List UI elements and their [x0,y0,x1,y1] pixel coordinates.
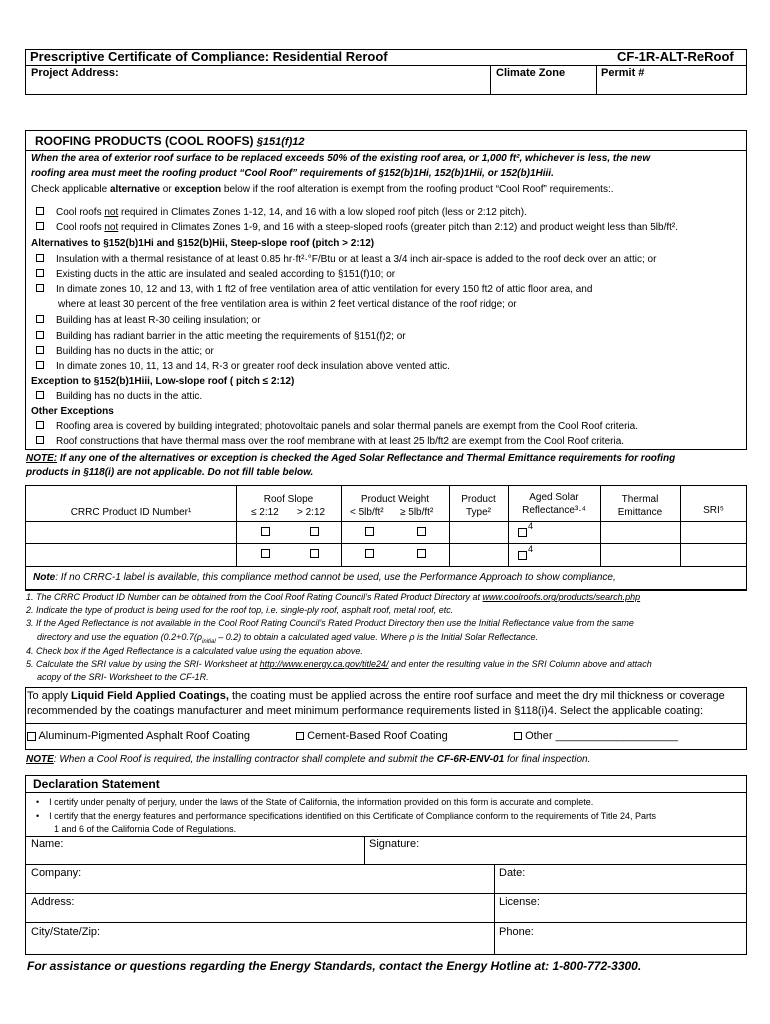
weight-heavy-checkbox[interactable] [417,549,426,558]
company-field[interactable]: Company: [31,867,82,879]
slope-low-checkbox[interactable] [261,527,270,536]
checkbox[interactable] [36,346,44,354]
check-instruction: Check applicable alternative or exception below if the roof alteration is exempt from the roofing product “Cool Roof” requirements:. [31,184,614,195]
climate-zone-label: Climate Zone [496,67,566,79]
reflectance-header: Reflectance³·⁴ [522,505,586,516]
checkbox[interactable] [36,315,44,323]
coating-option-cement: Cement-Based Roof Coating [296,730,448,742]
exception-heading: Exception to §152(b)1Hiii, Low-slope roof ( pitch ≤ 2:12) [31,376,295,387]
alternative-item: Building has at least R-30 ceiling insulation; or [36,315,261,326]
slope-low-checkbox[interactable] [261,549,270,558]
type-header: Type² [465,507,491,518]
footnote-5b: acopy of the SRI- Worksheet to the CF-1R. [37,672,209,682]
not-required-steep-slope: Cool roofs not required in Climates Zones 1-9, and 16 with a steep-sloped roofs (greater pitch than 2:12) and product weight less than 5lb/ft². [36,222,678,233]
coating-option-other: Other ____________________ [514,730,678,742]
other-exceptions-heading: Other Exceptions [31,406,114,417]
signature-field[interactable]: Signature: [369,838,420,850]
energy-hotline-footer: For assistance or questions regarding the Energy Standards, contact the Energy Hotline at: 1-800-772-3300. [27,959,642,973]
emittance-header: Emittance [617,507,663,518]
roof-slope-header: Roof Slope [263,494,314,505]
weight-heavy-header: ≥ 5lb/ft² [400,507,434,518]
weight-light-checkbox[interactable] [365,527,374,536]
footnote-5a: 5. Calculate the SRI value by using the SRI- Worksheet at http://www.energy.ca.gov/title24/ and enter the resulting value in the SRI Column above and attach [26,659,652,669]
roofing-section-title: ROOFING PRODUCTS (COOL ROOFS) §151(f)12 [35,134,305,148]
thermal-header: Thermal [621,494,659,505]
checkbox[interactable] [36,284,44,292]
footnote-3b: directory and use the equation ($0.2+0.7(\rho_{initial} - 0.2)$ to obtain a calculated aged value. Where ρ is the Initial Solar Reflectance. [37,632,539,645]
license-field[interactable]: License: [499,896,540,908]
slope-steep-checkbox[interactable] [310,549,319,558]
alternative-item: Existing ducts in the attic are insulated and sealed according to §151(f)10; or [36,269,395,280]
declaration-bullet: • I certify that the energy features and performance specifications identified on this Certificate of Compliance conform to the requirements of Title 24, Parts [36,811,656,821]
footnote-2: 2. Indicate the type of product is being used for the roof top, i.e. single-ply roof, asphalt roof, metal roof, etc. [26,605,454,615]
alternative-item: Insulation with a thermal resistance of at least 0.85 hr·ft²·°F/Btu or at least a 3/4 inch air-space is added to the roof deck over an attic; or [36,254,656,265]
declaration-bullet-continuation: 1 and 6 of the California Code of Regulations. [54,824,237,834]
exception-item: Building has no ducts in the attic. [36,391,202,402]
checkbox[interactable] [36,222,44,230]
declaration-bullet: • I certify under penalty of perjury, under the laws of the State of California, the information provided on this form is accurate and complete. [36,797,594,807]
sri-header: SRI⁵ [703,505,724,516]
phone-field[interactable]: Phone: [499,926,534,938]
form-code: CF-1R-ALT-ReRoof [617,49,734,64]
checkbox[interactable] [36,207,44,215]
permit-label: Permit # [601,67,645,79]
calculated-reflectance-checkbox[interactable] [518,551,527,560]
project-address-label: Project Address: [31,67,119,79]
roofing-note-line1: NOTE: If any one of the alternatives or exception is checked the Aged Solar Reflectance and Thermal Emittance requirements for roofing [26,453,676,464]
coolroofs-link[interactable]: www.coolroofs.org/products/search.php [482,592,641,602]
coatings-note: NOTE: When a Cool Roof is required, the installing contractor shall complete and submit the CF-6R-ENV-01 for final inspection. [26,754,591,765]
crrc-header: CRRC Product ID Number¹ [70,507,192,518]
coating-option-aluminum: Aluminum-Pigmented Asphalt Roof Coating [27,730,250,742]
product-header: Product [461,494,496,505]
slope-low-header: ≤ 2:12 [251,507,279,518]
sri-worksheet-link[interactable]: http://www.energy.ca.gov/title24/ [259,659,389,669]
checkbox[interactable] [27,732,36,741]
calculated-reflectance-checkbox[interactable] [518,528,527,537]
checkbox[interactable] [36,331,44,339]
address-field[interactable]: Address: [31,896,75,908]
checkbox[interactable] [36,254,44,262]
footnote-1: 1. The CRRC Product ID Number can be obtained from the Cool Roof Rating Council’s Rated Product Directory at www.coolroofs.org/products/search.php [26,592,641,602]
footnote-3a: 3. If the Aged Reflectance is not available in the Cool Roof Rating Council’s Rated Product Directory then use the Initial Reflectance value from the same [26,618,634,628]
roofing-intro-line1: When the area of exterior roof surface to be replaced exceeds 50% of the existing roof area, or 1,000 ft², whichever is less, the new [31,153,651,164]
checkbox[interactable] [36,269,44,277]
checkbox[interactable] [36,361,44,369]
city-state-zip-field[interactable]: City/State/Zip: [31,926,101,938]
declaration-title: Declaration Statement [33,777,160,791]
other-exception-item: Roofing area is covered by building integrated; photovoltaic panels and solar thermal panels are exempt from the Cool Roof criteria. [36,421,638,432]
footnote-ref: 4 [528,544,534,554]
alternative-item: In dimate zones 10, 11, 13 and 14, R-3 or greater roof deck insulation above vented attic. [36,361,450,372]
footnote-4: 4. Check box if the Aged Reflectance is a calculated value using the equation above. [26,646,363,656]
table-note: Note: If no CRRC-1 label is available, this compliance method cannot be used, use the Performance Approach to show compliance, [33,572,616,583]
weight-light-header: < 5lb/ft² [350,507,384,518]
other-exception-item: Roof constructions that have thermal mass over the roof membrane with at least 25 lb/ft2 are exempt from the Cool Roof criteria. [36,436,624,447]
checkbox[interactable] [514,732,522,740]
slope-steep-checkbox[interactable] [310,527,319,536]
weight-light-checkbox[interactable] [365,549,374,558]
product-weight-header: Product Weight [360,494,430,505]
alternative-item: Building has radiant barrier in the attic meeting the requirements of §151(f)2; or [36,331,406,342]
checkbox[interactable] [36,421,44,429]
weight-heavy-checkbox[interactable] [417,527,426,536]
not-required-low-slope: Cool roofs not required in Climates Zones 1-12, 14, and 16 with a low sloped roof pitch (less or 2:12 pitch). [36,207,527,218]
alternative-item: In dimate zones 10, 12 and 13, with 1 ft2 of free ventilation area of attic ventilation for every 150 ft2 of attic floor area, and [36,284,592,295]
alternative-continuation: where at least 30 percent of the free ventilation area is within 2 feet vertical distance of the roof ridge; or [58,299,517,310]
date-field[interactable]: Date: [499,867,526,879]
footnote-ref: 4 [528,521,534,531]
checkbox[interactable] [36,436,44,444]
alternative-item: Building has no ducts in the attic; or [36,346,214,357]
aged-solar-header: Aged Solar [529,492,579,503]
name-field[interactable]: Name: [31,838,64,850]
coatings-line1: To apply Liquid Field Applied Coatings, the coating must be applied across the entire roof surface and meet the dry mil thickness or coverage [27,690,725,702]
alternatives-heading: Alternatives to §152(b)1Hi and §152(b)Hii, Steep-slope roof (pitch > 2:12) [31,238,375,249]
checkbox[interactable] [296,732,304,740]
roofing-note-line2: products in §118(i) are not applicable. Do not fill table below. [26,467,314,478]
form-title: Prescriptive Certificate of Compliance: Residential Reroof [30,49,388,64]
checkbox[interactable] [36,391,44,399]
roofing-intro-line2: roofing area must meet the roofing product “Cool Roof” requirements of §152(b)1Hi, 152(b)1Hii, or 152(b)1Hiii. [31,168,554,179]
slope-steep-header: > 2:12 [297,507,326,518]
coatings-line2: recommended by the coatings manufacturer and meet minimum performance requirements listed in §118(i)4. Select the applicable coating: [27,705,704,717]
